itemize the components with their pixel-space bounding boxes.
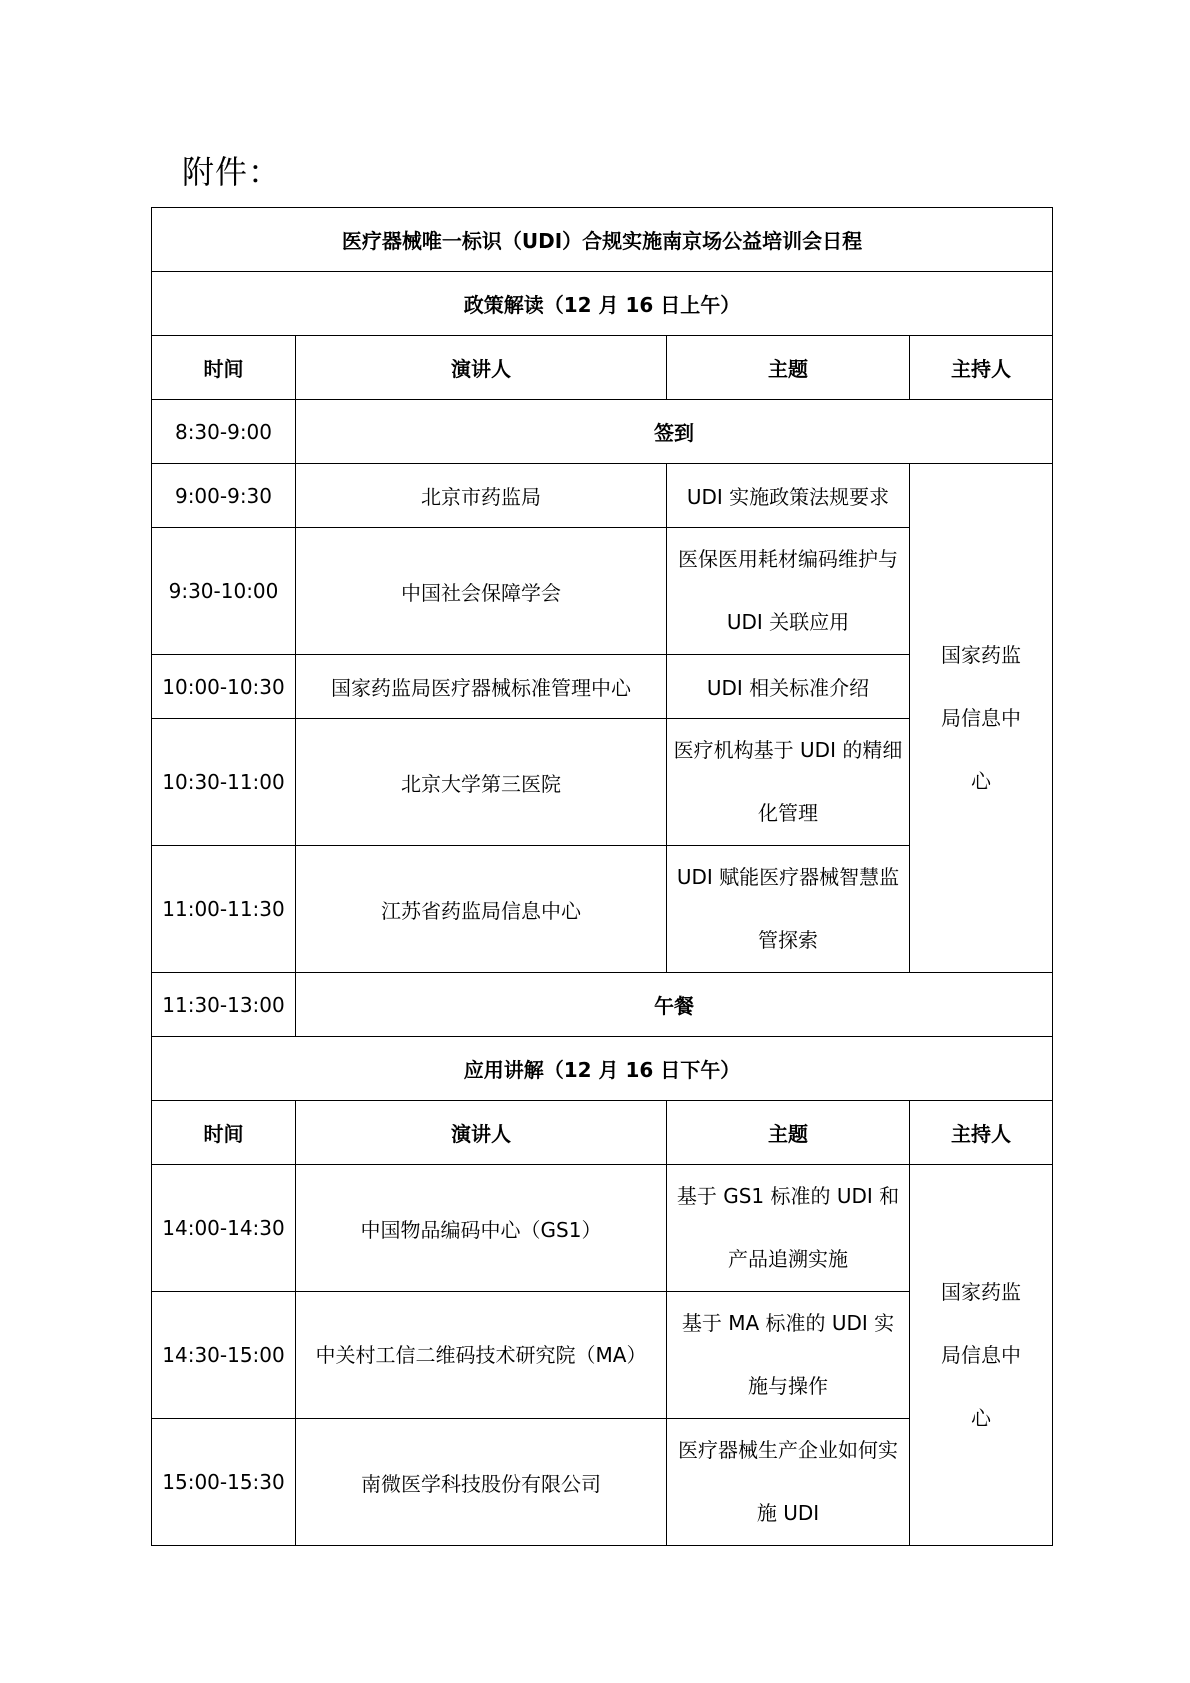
header-time: 时间 xyxy=(152,336,296,400)
attachment-label: 附件： xyxy=(182,153,282,191)
time-cell: 11:00-11:30 xyxy=(152,846,296,973)
header-time: 时间 xyxy=(152,1101,296,1165)
header-host: 主持人 xyxy=(910,1101,1053,1165)
topic-cell: 医疗器械生产企业如何实施 UDI xyxy=(667,1419,910,1546)
topic-cell: 基于 MA 标准的 UDI 实施与操作 xyxy=(667,1292,910,1419)
speaker-cell: 国家药监局医疗器械标准管理中心 xyxy=(296,655,667,719)
speaker-cell: 北京市药监局 xyxy=(296,464,667,528)
speaker-cell: 南微医学科技股份有限公司 xyxy=(296,1419,667,1546)
section-row-afternoon xyxy=(152,1037,1053,1101)
header-speaker: 演讲人 xyxy=(296,336,667,400)
table-row xyxy=(152,1165,1053,1292)
time-cell: 14:30-15:00 xyxy=(152,1292,296,1419)
speaker-cell: 中国物品编码中心（GS1） xyxy=(296,1165,667,1292)
title-row xyxy=(152,208,1053,272)
speaker-cell: 中关村工信二维码技术研究院（MA） xyxy=(296,1292,667,1419)
topic-cell: UDI 赋能医疗器械智慧监管探索 xyxy=(667,846,910,973)
speaker-cell: 北京大学第三医院 xyxy=(296,719,667,846)
time-cell: 14:00-14:30 xyxy=(152,1165,296,1292)
header-topic: 主题 xyxy=(667,336,910,400)
header-host: 主持人 xyxy=(910,336,1053,400)
header-row xyxy=(152,336,1053,400)
time-cell: 8:30-9:00 xyxy=(152,400,296,464)
speaker-cell: 江苏省药监局信息中心 xyxy=(296,846,667,973)
time-cell: 9:00-9:30 xyxy=(152,464,296,528)
topic-cell: UDI 相关标准介绍 xyxy=(667,655,910,719)
time-cell: 11:30-13:00 xyxy=(152,973,296,1037)
header-topic: 主题 xyxy=(667,1101,910,1165)
header-speaker: 演讲人 xyxy=(296,1101,667,1165)
schedule-table xyxy=(151,207,1053,1546)
lunch-cell: 午餐 xyxy=(296,973,1053,1037)
topic-cell: UDI 实施政策法规要求 xyxy=(667,464,910,528)
topic-cell: 基于 GS1 标准的 UDI 和产品追溯实施 xyxy=(667,1165,910,1292)
table-title: 医疗器械唯一标识（UDI）合规实施南京场公益培训会日程 xyxy=(152,208,1053,272)
topic-cell: 医保医用耗材编码维护与 UDI 关联应用 xyxy=(667,528,910,655)
table-row xyxy=(152,464,1053,528)
time-cell: 15:00-15:30 xyxy=(152,1419,296,1546)
host-cell xyxy=(910,1165,1053,1546)
host-text: 国家药监局信息中心 xyxy=(941,1279,1022,1430)
section-title-afternoon: 应用讲解（12 月 16 日下午） xyxy=(152,1037,1053,1101)
table-row xyxy=(152,400,1053,464)
section-title-morning: 政策解读（12 月 16 日上午） xyxy=(152,272,1053,336)
time-cell: 10:30-11:00 xyxy=(152,719,296,846)
signin-cell: 签到 xyxy=(296,400,1053,464)
host-text: 国家药监局信息中心 xyxy=(941,642,1022,793)
time-cell: 9:30-10:00 xyxy=(152,528,296,655)
time-cell: 10:00-10:30 xyxy=(152,655,296,719)
speaker-cell: 中国社会保障学会 xyxy=(296,528,667,655)
host-cell xyxy=(910,464,1053,973)
table-row xyxy=(152,973,1053,1037)
topic-cell: 医疗机构基于 UDI 的精细化管理 xyxy=(667,719,910,846)
header-row xyxy=(152,1101,1053,1165)
section-row-morning xyxy=(152,272,1053,336)
